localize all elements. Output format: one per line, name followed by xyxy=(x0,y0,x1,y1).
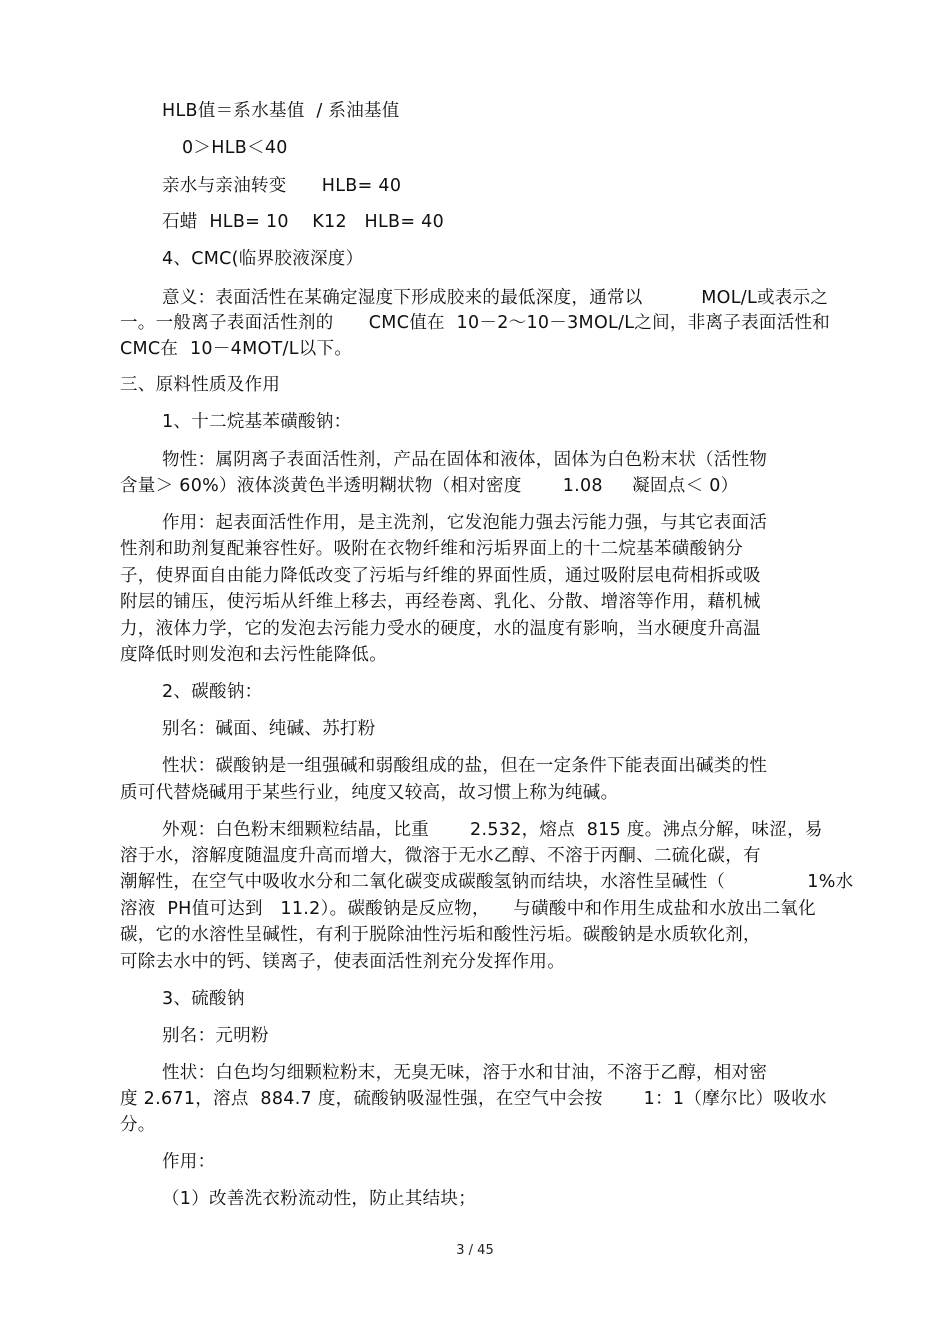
text-line: 别名：元明粉 xyxy=(162,1026,269,1046)
text-line: 别名：碱面、纯碱、苏打粉 xyxy=(162,719,376,739)
text-line: 性状：碳酸钠是一组强碱和弱酸组成的盐，但在一定条件下能表面出碱类的性 xyxy=(162,756,768,776)
page-number: 3 / 45 xyxy=(456,1243,494,1258)
text-line: HLB值＝系水基值 / 系油基值 xyxy=(162,101,400,121)
text-line: 质可代替烧碱用于某些行业，纯度又较高，故习惯上称为纯碱。 xyxy=(120,783,619,803)
text-line: 度 2.671，溶点 884.7 度，硫酸钠吸湿性强，在空气中会按 1：1（摩尔比）吸收水 xyxy=(120,1089,827,1109)
text-line: 碳，它的水溶性呈碱性，有利于脱除油性污垢和酸性污垢。碳酸钠是水质软化剂， xyxy=(120,925,761,945)
text-line: 分。 xyxy=(120,1115,156,1135)
list-item: （1）改善洗衣粉流动性，防止其结块； xyxy=(162,1189,477,1209)
text-line: 意义：表面活性在某确定湿度下形成胶来的最低深度，通常以 MOL/L或表示之 xyxy=(162,288,829,308)
text-line: 作用：起表面活性作用，是主洗剂，它发泡能力强去污能力强，与其它表面活 xyxy=(162,513,768,533)
text-line: 作用： xyxy=(162,1152,216,1172)
text-line: 溶液 PH值可达到 11.2）。碳酸钠是反应物， 与磺酸中和作用生成盐和水放出二氧化 xyxy=(120,899,816,919)
text-line: 含量＞ 60%）液体淡黄色半透明糊状物（相对密度 1.08 凝固点＜ 0） xyxy=(120,476,739,496)
text-line: 物性：属阴离子表面活性剂，产品在固体和液体，固体为白色粉末状（活性物 xyxy=(162,450,768,470)
text-line: 子，使界面自由能力降低改变了污垢与纤维的界面性质，通过吸附层电荷相拆或吸 xyxy=(120,566,761,586)
text-line: 溶于水，溶解度随温度升高而增大，微溶于无水乙醇、不溶于丙酮、二硫化碳，有 xyxy=(120,846,761,866)
text-line: 一。一般离子表面活性剂的 CMC值在 10－2～10－3MOL/L之间，非离子表面活性和 xyxy=(120,313,831,333)
section-heading: 1、十二烷基苯磺酸钠： xyxy=(162,412,352,432)
section-heading: 3、硫酸钠 xyxy=(162,989,245,1009)
text-line: 性状：白色均匀细颗粒粉末，无臭无味，溶于水和甘油，不溶于乙醇，相对密 xyxy=(162,1063,768,1083)
text-line: 亲水与亲油转变 HLB= 40 xyxy=(162,176,402,196)
text-line: 附层的铺压，使污垢从纤维上移去，再经卷离、乳化、分散、增溶等作用，藉机械 xyxy=(120,592,761,612)
text-line: CMC在 10－4MOT/L以下。 xyxy=(120,339,353,359)
text-line: 性剂和助剂复配兼容性好。吸附在衣物纤维和污垢界面上的十二烷基苯磺酸钠分 xyxy=(120,539,743,559)
text-line: 潮解性，在空气中吸收水分和二氧化碳变成碳酸氢钠而结块，水溶性呈碱性（ 1%水 xyxy=(120,872,854,892)
text-line: 可除去水中的钙、镁离子，使表面活性剂充分发挥作用。 xyxy=(120,952,565,972)
section-heading: 4、CMC(临界胶液深度） xyxy=(162,249,364,269)
section-heading: 三、原料性质及作用 xyxy=(120,375,281,395)
text-line: 度降低时则发泡和去污性能降低。 xyxy=(120,645,387,665)
text-line: 石蜡 HLB= 10 K12 HLB= 40 xyxy=(162,212,445,232)
text-line: 外观：白色粉末细颗粒结晶，比重 2.532，熔点 815 度。沸点分解，味涩，易 xyxy=(162,820,823,840)
text-line: 0＞HLB＜40 xyxy=(182,138,288,158)
text-line: 力，液体力学，它的发泡去污能力受水的硬度，水的温度有影响，当水硬度升高温 xyxy=(120,619,761,639)
section-heading: 2、碳酸钠： xyxy=(162,682,263,702)
